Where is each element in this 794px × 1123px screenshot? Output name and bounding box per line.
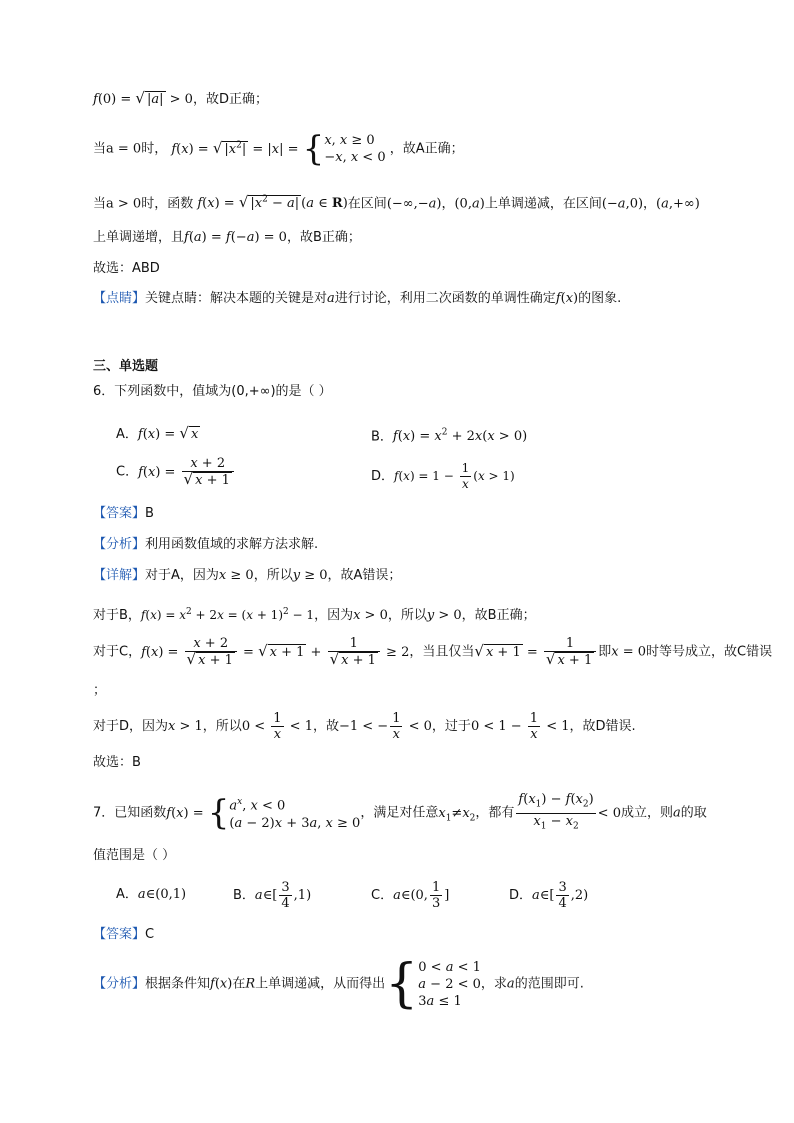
q6-answer [93,504,154,524]
text: 对于B， [93,608,141,623]
text: 时等号成立，故C错误 [646,644,773,660]
formula-fx: f(x) = √ $|x^2 - a|$ (a ∈ R) [197,193,348,212]
text: ，所以 [387,608,427,623]
text: ，故B正确； [286,230,361,245]
text: ，故A正确； [389,141,464,157]
interval: (−∞,−a)，(0,a) [386,196,485,212]
q7-option-d: D．a∈[ $\frac{3}{4}$ ,2) [509,880,589,911]
text: 当 [93,196,107,212]
text: 即 [598,644,612,660]
tag-key-point: 【点睛】 [93,291,146,306]
q7-option-c: C．a∈(0, $\frac{1}{3}$ ] [371,880,450,911]
q7-option-a: A．a∈(0,1) [116,887,187,902]
text: 上单调递减，从而得出 [255,976,386,992]
tag-detail: 【详解】 [93,568,146,583]
label: C． [371,888,394,903]
q6-detail-c: 对于C，f(x) = $\frac{x + 2}{√ x + 1}$ = √ x + 1 + $\frac{1}{√ x + 1}$ ≥ 2，当且仅当√ x + 1 = $\frac{1}{√ x + 1}$ 即x = 0时等号成立，故C错误 [93,636,773,668]
text: 对于A，因为 [145,568,219,583]
text: ，都有 [475,805,515,821]
label: D． [509,888,533,903]
answer-value: B [145,506,154,521]
text: ，所以 [253,568,293,583]
q7-answer [93,925,154,945]
tag-answer: 【答案】 [93,927,146,942]
text: 进行讨论，利用二次函数的单调性确定 [334,291,556,306]
choose-abd: 故选：ABD [93,261,160,276]
text: ，过于 [431,719,471,734]
text: ，故A错误； [327,568,402,583]
text: a > 0时，函数 [106,196,194,212]
q7-option-b: B．a∈[ $\frac{3}{4}$ ,1) [233,880,312,911]
section-title: 三、单选题 [93,359,159,374]
q6-analysis [93,535,318,555]
q6-option-d: D．f(x) = 1 − $\frac{1}{x}$ (x > 1) [371,461,515,491]
text: ； [93,683,107,698]
text: 上单调递增，且 [93,230,185,245]
text: 在区间 [347,196,387,212]
line-increasing [93,228,361,248]
q6-option-a: A．f(x) = √ x [116,424,199,442]
line-key-point: 【点睛】关键点睛：解决本题的关键是对a进行讨论，利用二次函数的单调性确定f(x)的图象. [93,291,622,306]
text: ，所以 [202,719,242,734]
q6-detail-d: 对于D，因为x > 1，所以0 < $\frac{1}{x}$ < 1，故−1 < − $\frac{1}{x}$ < 0，过于0 < 1 − $\frac{1}{x}$ < 1，故D错误. [93,711,636,742]
formula-f0: f(0) = √ |a| > 0 [93,89,193,107]
q7-analysis: 【分析】根据条件知f(x)在R上单调递减，从而得出 { 0 < a < 1 a − 2 < 0 3a ≤ 1 ，求a的范围即可. [93,954,584,1014]
label: D． [371,469,395,484]
choose-b: 故选：B [93,755,141,770]
q7-stem-cont: 值范围是（ ） [93,848,176,863]
text: ，故D错误. [569,719,636,734]
text: 的取 [680,805,707,821]
text: a = 0时， [106,141,168,157]
label: A． [116,427,138,442]
text: ，因为 [314,608,354,623]
text: ，故D正确； [192,92,268,107]
interval: (−a,0)，(a,+∞) [601,196,700,212]
tag-analysis: 【分析】 [93,976,146,992]
tag-answer: 【答案】 [93,506,146,521]
line-a-zero [93,129,464,169]
text: 上单调递减，在区间 [484,196,602,212]
formula-abs-x: f(x) = √ $|x^2| = |x|$ = { x, x ≥ 0 −x, x < 0 [171,129,386,169]
label: B． [233,888,255,903]
text: 对于D，因为 [93,719,169,734]
q6-option-c: C．f(x) = $\frac{x + 2}{√ x + 1}$ [116,456,236,488]
text: ，当且仅当 [409,644,475,660]
text: ，故B正确； [461,608,536,623]
q7-stem: 7．已知函数f(x) = { $a^x$, x < 0 (a − 2)x + 3a, x ≥ 0 ，满足对任意$x_1\ne x_2$，都有 $\frac{f(x_1) - f(x_2)}{x_1 - x_2}$ < 0成立，则a的取 [93,792,707,834]
label: A． [116,887,138,902]
q6-detail-b: 对于B，$f(x) = x^2 + 2x = (x + 1)^2 - 1$，因为x > 0，所以y > 0，故B正确； [93,607,536,623]
line-f0 [93,88,268,110]
text: 当 [93,141,107,157]
label: B． [371,429,393,445]
tag-analysis: 【分析】 [93,537,146,552]
q6-stem: 6．下列函数中，值域为(0,+∞)的是（ ） [93,384,332,399]
text: 成立，则 [620,805,673,821]
q6-option-b: B．$f(x) = x^2 + 2x(x > 0)$ [371,428,528,445]
text: 的范围即可. [514,976,584,992]
text: ，求 [480,976,507,992]
text: 的图象. [578,291,622,306]
text: 根据条件知 [145,976,211,992]
text: ，故 [312,719,339,734]
label: C． [116,464,139,480]
text: 7．已知函数 [93,805,167,821]
text: 利用函数值域的求解方法求解. [145,537,319,552]
text: 对于C， [93,644,142,660]
line-a-positive [93,190,700,214]
answer-value: C [145,927,155,942]
q6-detail-a: 【详解】对于A，因为x ≥ 0，所以y ≥ 0，故A错误； [93,568,402,583]
text: ，满足对任意 [360,805,439,821]
formula: f(a) = f(−a) = 0 [184,230,287,245]
text: 关键点睛：解决本题的关键是对 [145,291,328,306]
text: 在 [232,976,246,992]
